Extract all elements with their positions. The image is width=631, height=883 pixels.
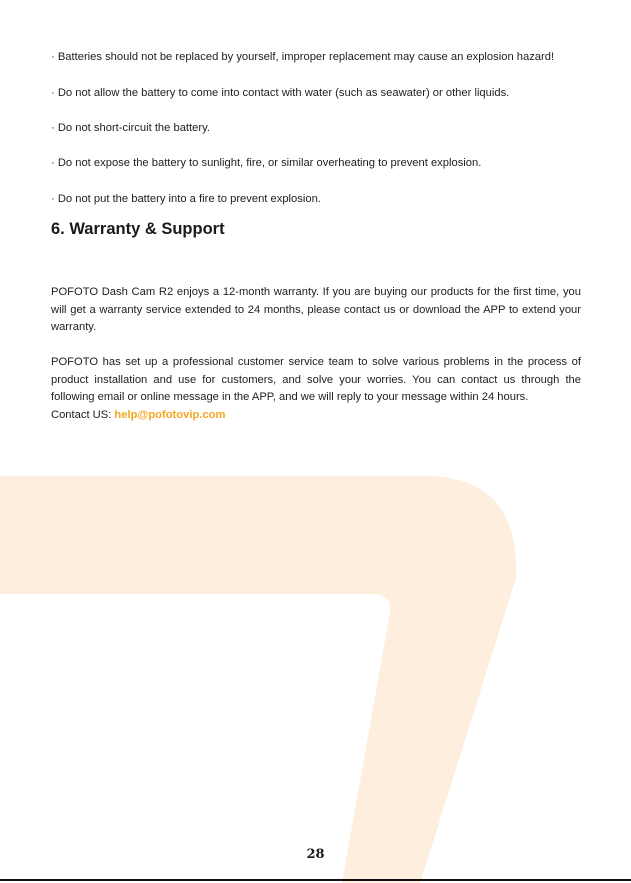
bullet-item: · Batteries should not be replaced by yourself, improper replacement may cause an explosion hazard! — [51, 51, 555, 63]
support-text: POFOTO has set up a professional customer service team to solve various problems in the process of product installation and use for customers, and solve your worries. You can contact us through the following email or online message in the APP, and we will reply to your message within 24 hours. — [51, 356, 581, 403]
bullet-item: · Do not allow the battery to come into contact with water (such as seawater) or other liquids. — [51, 87, 510, 99]
support-paragraph — [51, 354, 581, 424]
contact-email-link[interactable]: help@pofotovip.com — [114, 408, 226, 421]
bullet-item: · Do not expose the battery to sunlight, fire, or similar overheating to prevent explosion. — [51, 157, 482, 169]
warranty-paragraph: POFOTO Dash Cam R2 enjoys a 12-month warranty. If you are buying our products for the first time, you will get a warranty service extended to 24 months, please contact us or download the APP to extend your warranty. — [51, 286, 581, 333]
contact-label: Contact US: — [51, 408, 115, 421]
section-heading: 6. Warranty & Support — [51, 220, 225, 238]
bullet-item: · Do not short-circuit the battery. — [51, 122, 210, 134]
page-number: 28 — [306, 847, 325, 862]
bullet-item: · Do not put the battery into a fire to prevent explosion. — [51, 193, 321, 205]
page-bottom-rule — [0, 879, 631, 881]
